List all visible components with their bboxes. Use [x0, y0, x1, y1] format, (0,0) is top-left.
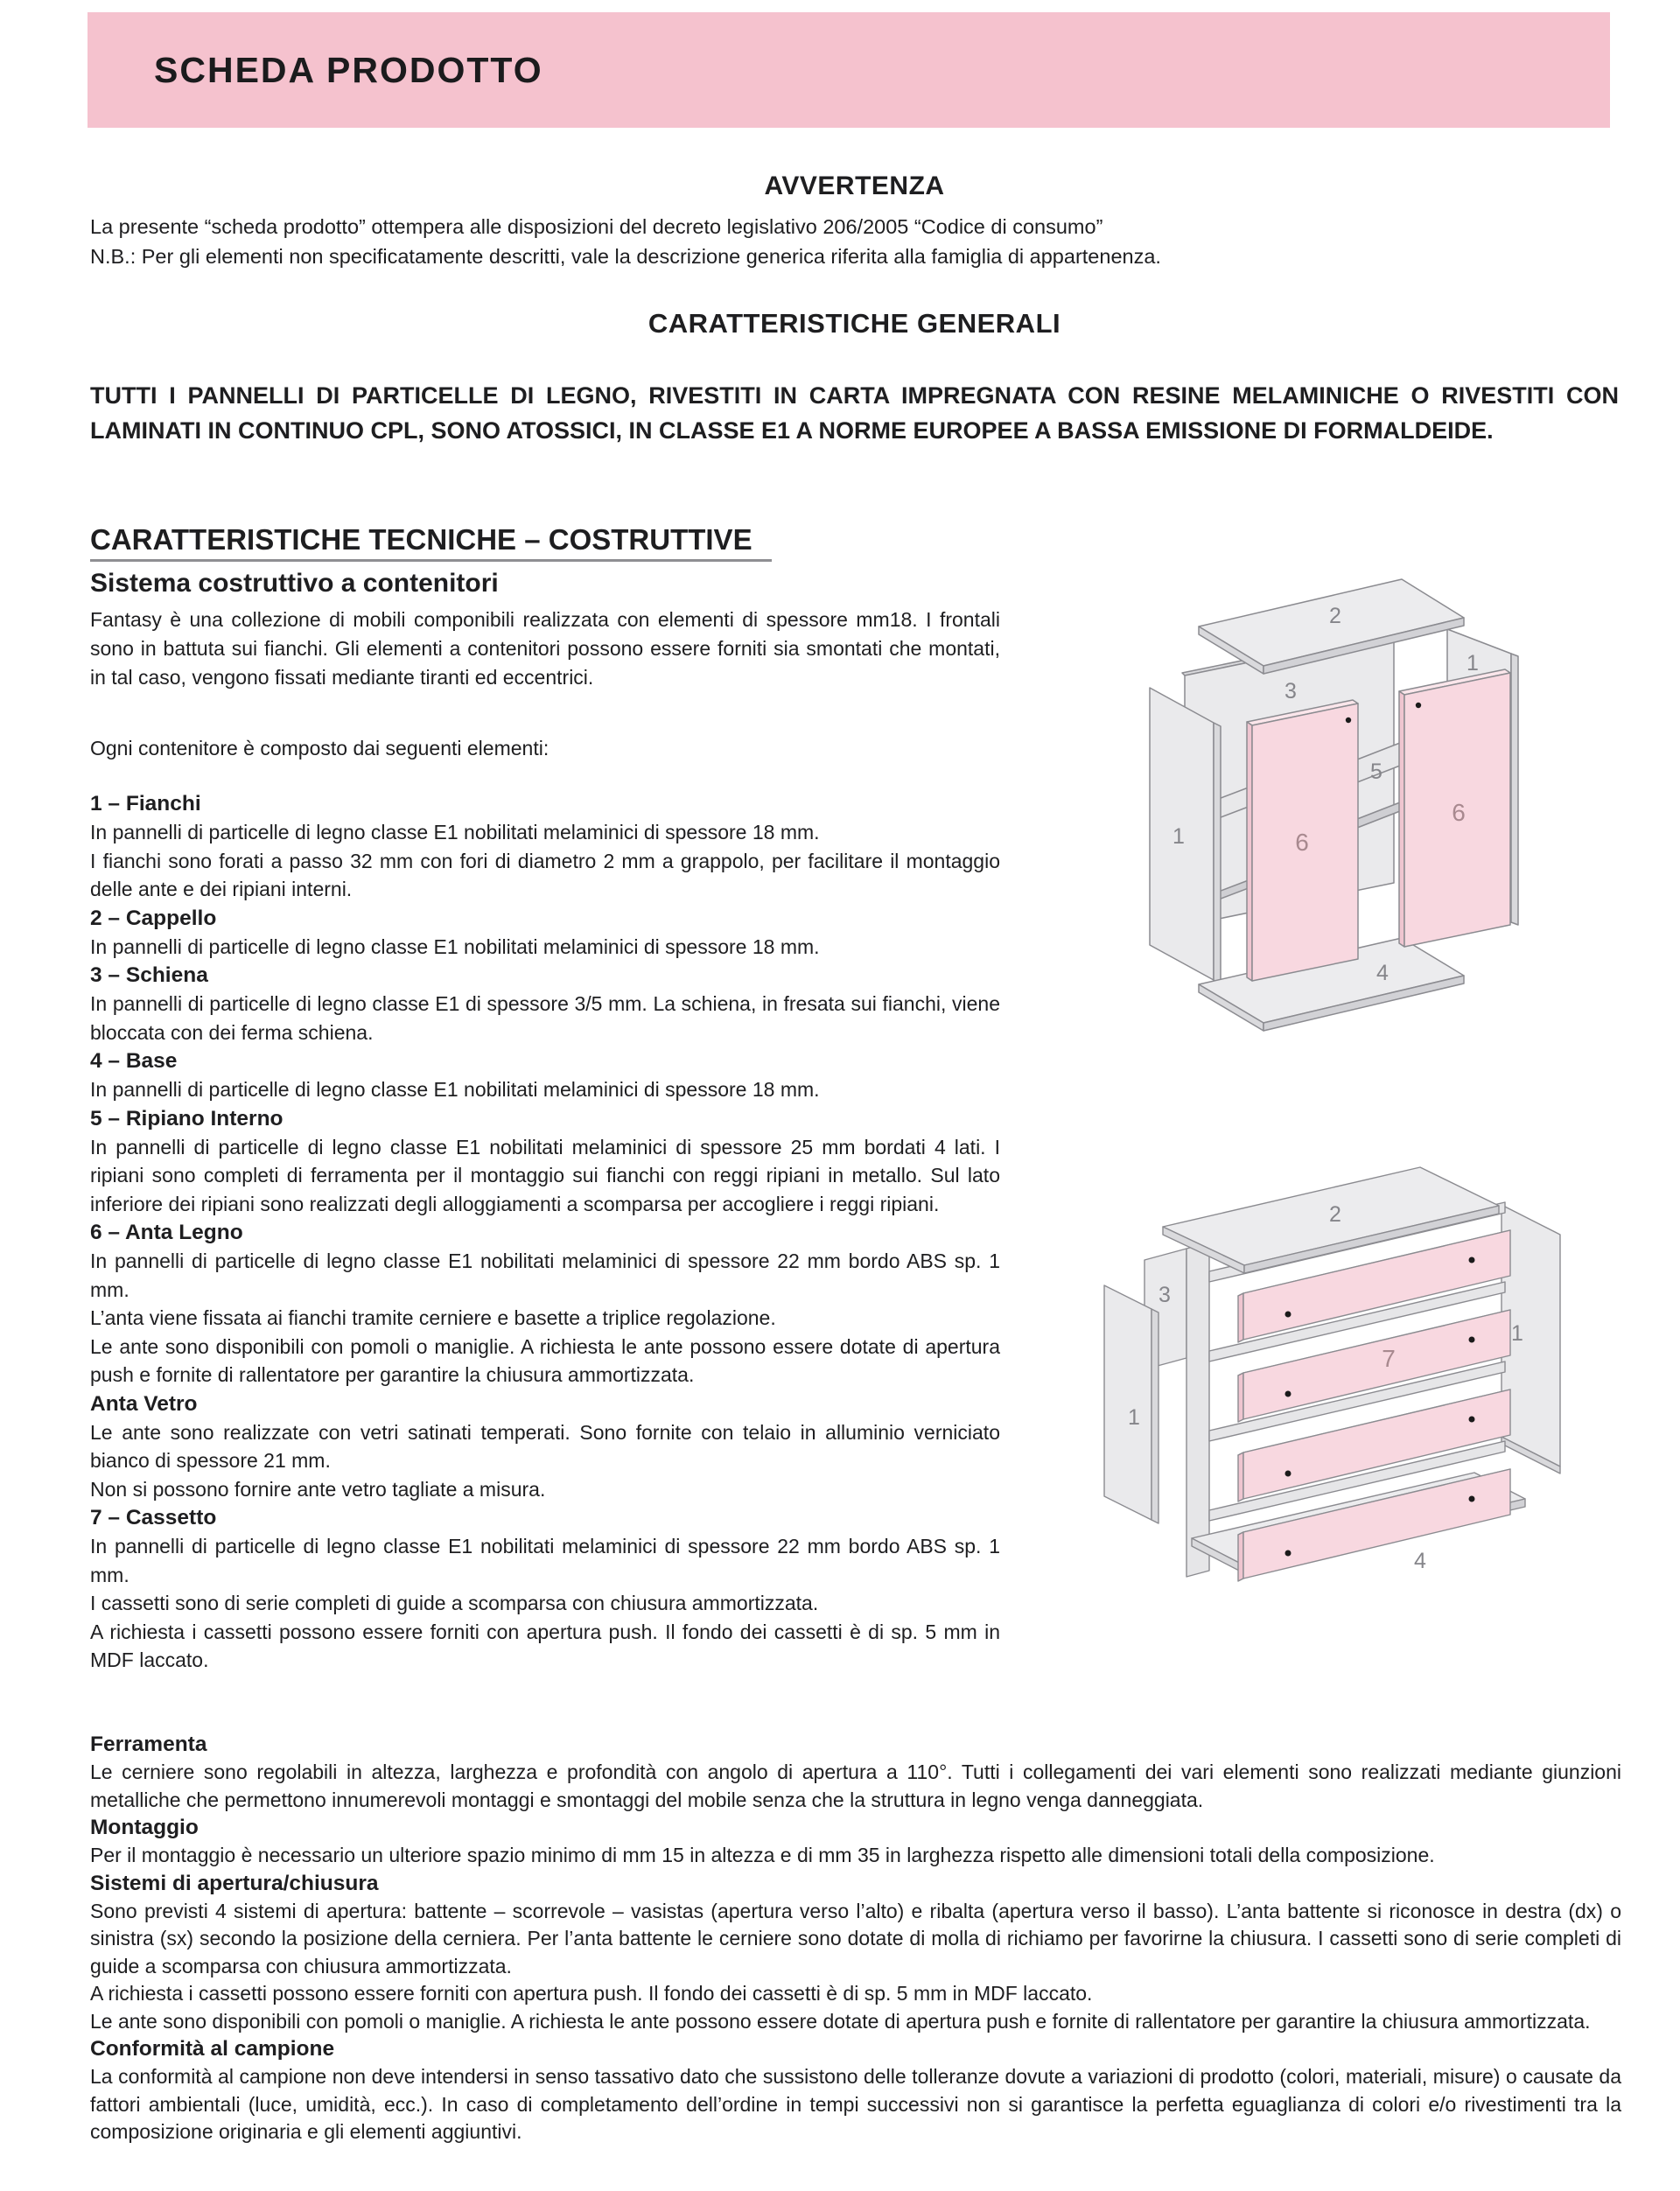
dresser-exploded-svg: [1068, 1129, 1628, 1619]
element-item-cassetto: [90, 1503, 1000, 1675]
item-paragraph: Le ante sono realizzate con vetri satinati temperati. Sono fornite con telaio in alluminio verniciato bianco di spessore 21 mm.: [90, 1420, 1000, 1472]
dresser-drawer-edge-side: [1238, 1452, 1243, 1502]
dresser-left-side-edge: [1152, 1309, 1158, 1523]
element-item-base: [90, 1046, 1000, 1104]
item-paragraph: In pannelli di particelle di legno classe E1 nobilitati melaminici di spessore 25 mm bordati 4 lati. I ripiani sono completi di ferramenta per il montaggio sui fianchi con reggi ripiani in metallo. Sul lato inferiore dei ripiani sono realizzati degli alloggiamenti a scomparsa per accogliere i reggi ripiani.: [90, 1135, 1000, 1215]
dresser-label-back: 3: [1158, 1283, 1171, 1307]
element-item-anta-legno: [90, 1218, 1000, 1390]
dresser-exploded-diagram: [1068, 1129, 1628, 1619]
dresser-drawer-dot: [1469, 1257, 1475, 1264]
item-paragraph: A richiesta i cassetti possono essere forniti con apertura push. Il fondo dei cassetti è di sp. 5 mm in MDF laccato.: [90, 1620, 1000, 1671]
subsection-ferramenta: [90, 1731, 1621, 1814]
cabinet-label-door-left: 6: [1295, 829, 1309, 856]
cabinet-exploded-svg: [1076, 542, 1619, 1050]
dresser-drawer-edge-side: [1238, 1373, 1243, 1422]
item-paragraph: I cassetti sono di serie completi di guide a scomparsa con chiusura ammortizzata.: [90, 1592, 819, 1614]
subsection-paragraph: La conformità al campione non deve intendersi in senso tassativo dato che sussistono delle tolleranze dovute a variazioni di prodotto (colori, materiali, misure) o causate da fattori ambientali (luce, umidità, ecc.). In caso di completamento dell’ordine in tempi successivi non si garantisce la perfetta eguaglianza di colori e/o rivestimenti tra la composizione originaria e gli elementi aggiuntivi.: [90, 2065, 1621, 2143]
element-item-cappello: [90, 904, 1000, 962]
section-caratteristiche-tecniche: [90, 523, 1000, 1675]
cabinet-left-door-hinge-dot: [1346, 718, 1351, 723]
dresser-drawer-dot: [1469, 1496, 1475, 1502]
dresser-drawer-dot: [1285, 1312, 1292, 1318]
subsection-paragraph: Le cerniere sono regolabili in altezza, larghezza e profondità con angolo di apertura a 110°. Tutti i collegamenti dei vari elementi sono realizzati mediante giunzioni metalliche che permettono innumerevoli montaggi e smontaggi del mobile senza che la struttura in legno venga danneggiata.: [90, 1760, 1621, 1811]
subsection-paragraph: A richiesta i cassetti possono essere forniti con apertura push. Il fondo dei cassetti è di sp. 5 mm in MDF laccato.: [90, 1982, 1093, 2005]
tecniche-title: CARATTERISTICHE TECNICHE – COSTRUTTIVE: [90, 523, 772, 562]
cabinet-label-shelf: 5: [1370, 760, 1382, 784]
cabinet-label-back: 3: [1284, 679, 1297, 704]
cabinet-label-base: 4: [1376, 961, 1389, 985]
cabinet-left-door-edge-side: [1247, 722, 1252, 981]
dresser-label-base: 4: [1414, 1549, 1426, 1573]
dresser-drawer-dot: [1285, 1391, 1292, 1397]
item-paragraph: I fianchi sono forati a passo 32 mm con fori di diametro 2 mm a grappolo, per facilitare il montaggio delle ante e dei ripiani interni.: [90, 849, 1000, 900]
item-title: 1 – Fianchi: [90, 792, 201, 816]
subsection-paragraph: Le ante sono disponibili con pomoli o maniglie. A richiesta le ante possono essere dotate di apertura push e fornite di rallentatore per garantire la chiusura ammortizzata.: [90, 2009, 1591, 2033]
item-paragraph: L’anta viene fissata ai fianchi tramite cerniere e basette a triplice regolazione.: [90, 1306, 776, 1329]
dresser-drawer-dot: [1285, 1471, 1292, 1477]
item-paragraph: In pannelli di particelle di legno classe E1 di spessore 3/5 mm. La schiena, in fresata sui fianchi, viene bloccata con dei ferma schiena.: [90, 992, 1000, 1044]
element-item-anta-vetro: [90, 1390, 1000, 1504]
section-caratteristiche-generali: [90, 308, 1619, 448]
generali-title: CARATTERISTICHE GENERALI: [648, 308, 1061, 339]
section-avvertenza: [90, 172, 1619, 271]
subsection-paragraph: Sono previsti 4 sistemi di apertura: battente – scorrevole – vasistas (apertura verso l’alto) e ribalta (apertura verso il basso). L’anta battente si riconosce in destra (dx) o sinistra (sx) secondo la posizione della cerniera. Per l’anta battente le cerniere sono dotate di molla di richiamo per favorirne la chiusura. I cassetti sono di serie completi di guide a scomparsa con chiusura ammortizzata.: [90, 1899, 1621, 1978]
element-item-ripiano-interno: [90, 1104, 1000, 1219]
subsection-title: Montaggio: [90, 1816, 199, 1839]
dresser-label-drawer: 7: [1382, 1345, 1396, 1372]
item-paragraph: In pannelli di particelle di legno classe E1 nobilitati melaminici di spessore 22 mm bordo ABS sp. 1 mm.: [90, 1250, 1000, 1301]
cabinet-right-door-edge-side: [1399, 691, 1404, 947]
item-paragraph: Le ante sono disponibili con pomoli o maniglie. A richiesta le ante possono essere dotate di apertura push e fornite di rallentatore per garantire la chiusura ammortizzata.: [90, 1334, 1000, 1386]
tecniche-elements-intro: Ogni contenitore è composto dai seguenti elementi:: [90, 737, 550, 760]
dresser-left-side-face: [1104, 1285, 1152, 1520]
page-header-band: [88, 12, 1610, 128]
subsection-title: Conformità al campione: [90, 2037, 335, 2061]
item-title: 5 – Ripiano Interno: [90, 1106, 284, 1130]
generali-body: TUTTI I PANNELLI DI PARTICELLE DI LEGNO, RIVESTITI IN CARTA IMPREGNATA CON RESINE MELAMINICHE O RIVESTITI CON LAMINATI IN CONTINUO CPL, SONO ATOSSICI, IN CLASSE E1 A NORME EUROPEE A BASSA EMISSIONE DI FORMALDEIDE.: [90, 382, 1619, 444]
tecniche-intro: Fantasy è una collezione di mobili componibili realizzata con elementi di spessore mm18. I frontali sono in battuta sui fianchi. Gli elementi a contenitori possono essere forniti sia smontati che montati, in tal caso, vengono fissati mediante tiranti ed eccentrici.: [90, 608, 1000, 689]
dresser-drawer-edge-side: [1238, 1532, 1243, 1581]
cabinet-left-side-edge: [1214, 723, 1221, 984]
subsection-conformita: [90, 2035, 1621, 2146]
item-title: 7 – Cassetto: [90, 1506, 217, 1530]
subsection-montaggio: [90, 1814, 1621, 1870]
element-item-fianchi: [90, 789, 1000, 904]
tecniche-subtitle: Sistema costruttivo a contenitori: [90, 569, 499, 598]
item-title: 2 – Cappello: [90, 906, 217, 930]
item-title: 3 – Schiena: [90, 963, 208, 987]
cabinet-label-door-right: 6: [1452, 799, 1466, 826]
page-title: SCHEDA PRODOTTO: [154, 49, 543, 90]
item-paragraph: In pannelli di particelle di legno classe E1 nobilitati melaminici di spessore 18 mm.: [90, 1078, 820, 1101]
item-title: Anta Vetro: [90, 1391, 198, 1416]
dresser-carcass-upright: [1186, 1242, 1209, 1577]
subsection-title: Ferramenta: [90, 1732, 207, 1756]
avvertenza-line1: La presente “scheda prodotto” ottempera alle disposizioni del decreto legislativo 206/2005 “Codice di consumo”: [90, 215, 1103, 238]
dresser-drawer-dot: [1469, 1337, 1475, 1343]
item-paragraph: In pannelli di particelle di legno classe E1 nobilitati melaminici di spessore 18 mm.: [90, 821, 820, 844]
dresser-drawer-dot: [1285, 1550, 1292, 1557]
element-item-schiena: [90, 961, 1000, 1046]
subsection-paragraph: Per il montaggio è necessario un ulteriore spazio minimo di mm 15 in altezza e di mm 35 in larghezza rispetto alle dimensioni totali della composizione.: [90, 1844, 1435, 1866]
dresser-drawer-edge-side: [1238, 1293, 1243, 1342]
section-bottom-notes: [90, 1731, 1621, 2146]
dresser-label-top: 2: [1329, 1202, 1341, 1227]
cabinet-label-side-left: 1: [1172, 824, 1185, 849]
subsection-sistemi-apertura: [90, 1870, 1621, 2036]
cabinet-label-side-right: 1: [1466, 651, 1479, 676]
subsection-title: Sistemi di apertura/chiusura: [90, 1871, 379, 1895]
avvertenza-line2: N.B.: Per gli elementi non specificatamente descritti, vale la descrizione generica riferita alla famiglia di appartenenza.: [90, 245, 1161, 268]
item-title: 6 – Anta Legno: [90, 1221, 243, 1244]
item-paragraph: In pannelli di particelle di legno classe E1 nobilitati melaminici di spessore 22 mm bordo ABS sp. 1 mm.: [90, 1535, 1000, 1586]
cabinet-label-top: 2: [1329, 604, 1341, 628]
item-paragraph: Non si possono fornire ante vetro tagliate a misura.: [90, 1477, 546, 1501]
dresser-drawer-dot: [1469, 1417, 1475, 1423]
item-paragraph: In pannelli di particelle di legno classe E1 nobilitati melaminici di spessore 18 mm.: [90, 934, 820, 958]
dresser-label-side-left: 1: [1128, 1405, 1140, 1430]
dresser-label-panel-right: 1: [1511, 1321, 1523, 1346]
cabinet-right-side-edge: [1511, 654, 1518, 925]
item-title: 4 – Base: [90, 1049, 178, 1073]
cabinet-right-door-hinge-dot: [1416, 703, 1421, 708]
avvertenza-title: AVVERTENZA: [764, 172, 945, 200]
cabinet-exploded-diagram: [1076, 542, 1619, 1050]
